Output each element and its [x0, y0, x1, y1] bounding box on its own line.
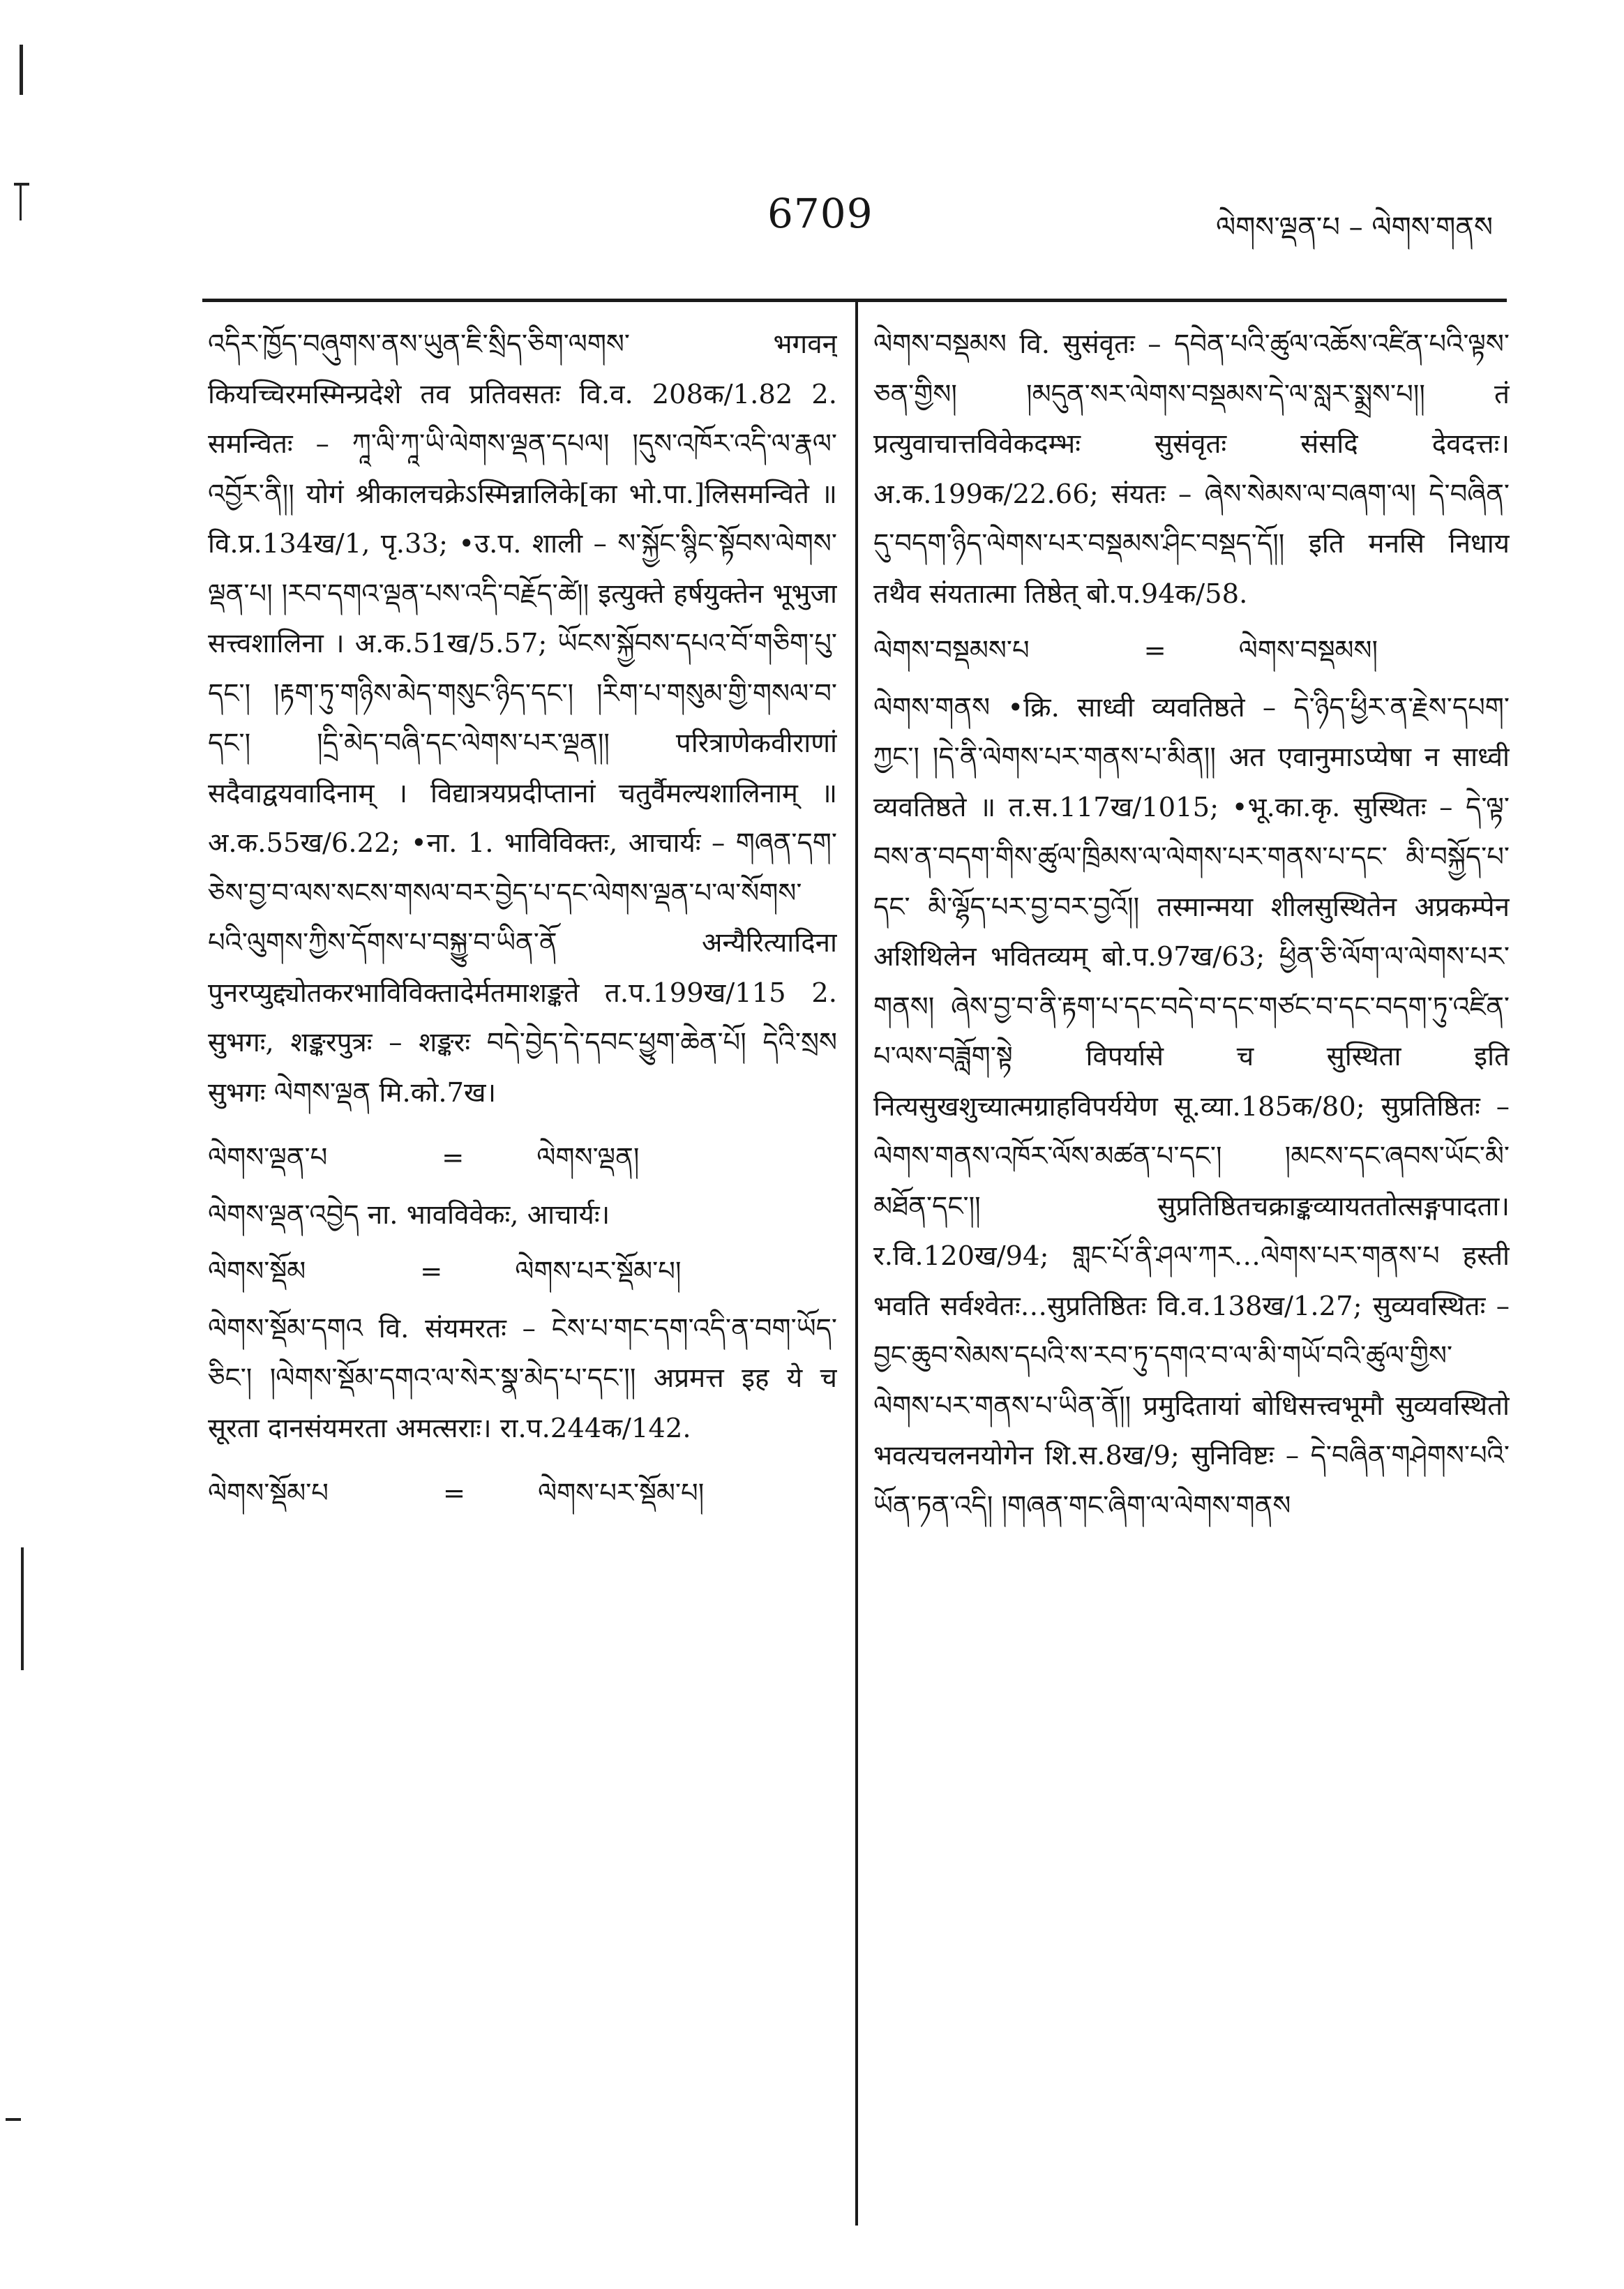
running-head: ལེགས་ལྡན་པ – ལེགས་གནས [1215, 211, 1493, 243]
reference-target: ལེགས་ལྡན། [536, 1142, 640, 1173]
cross-reference-entry [208, 1469, 837, 1519]
scan-edge-mark [6, 2118, 21, 2121]
scan-edge-mark [20, 184, 22, 220]
dictionary-entry: འདིར་ཁྱོད་བཞུགས་ནས་ཡུན་ཇི་སྲིད་ཅིག་ལགས་ भगवन् कियच्चिरमस्मिन्प्रदेशे तव प्रतिवसतः वि.व. 208क/1.82 2. समन्वितः – ཀཱ་ལི་ཀཱ་ཡི་ལེགས་ལྡན་དཔལ། །དུས་འཁོར་འདི་ལ་རྣལ་འབྱོར་ནི།། योगं श्रीकालचक्रेऽस्मिन्नालिके[का भो.पा.]लिसमन्विते ॥ वि.प्र.134ख/1, पृ.33; •उ.प. शाली – ས་སྐྱོང་སྙིང་སྟོབས་ལེགས་ལྡན་པ། །རབ་དགའ་ལྡན་པས་འདི་བརྗོད་ཚེ།། इत्युक्ते हर्षयुक्तेन भूभुजा सत्त्वशालिना । अ.क.51ख/5.57; ཡོངས་སྐྱོབས་དཔའ་བོ་གཅིག་པུ་དང་། །རྟག་ཏུ་གཉིས་མེད་གསུང་ཉིད་དང་། །རིག་པ་གསུམ་གྱི་གསལ་བ་དང་། །དྲི་མེད་བཞི་དང་ལེགས་པར་ལྡན།། परित्राणेकवीराणां सदैवाद्वयवादिनाम् । विद्यात्रयप्रदीप्तानां चतुर्वैमल्यशालिनाम् ॥ अ.क.55ख/6.22; •ना. 1. भाविविक्तः, आचार्यः – གཞན་དག་ཅེས་བྱ་བ་ལས་སངས་གསལ་བར་བྱེད་པ་དང་ལེགས་ལྡན་པ་ལ་སོགས་པའི་ལུགས་ཀྱིས་དོགས་པ་བསྐྱུ་བ་ཡིན་ནོ अन्यैरित्यादिना पुनरप्युद्द्योतकरभाविविक्तादेर्मतमाशङ्कते त.प.199ख/115 2. सुभगः, शङ्करपुत्रः – शङ्करः བདེ་བྱེད་དེ་དབང་ཕྱུག་ཆེན་པོ། དེའི་སྲས सुभगः ལེགས་ལྡན मि.को.7ख। [208, 329, 837, 1109]
dictionary-entry: ལེགས་བསྡམས वि. सुसंवृतः – དབེན་པའི་ཚུལ་འཆོས་འཛིན་པའི་ལྟས་ཅན་གྱིས། །མདུན་སར་ལེགས་བསྡམས་དེ་ལ་སླར་སྨྲས་པ།། तं प्रत्युवाचात्तविवेकदम्भः सुसंवृतः संसदि देवदत्तः। अ.क.199क/22.66; संयतः – ཞེས་སེམས་ལ་བཞག་ལ། དེ་བཞིན་དུ་བདག་ཉིད་ལེགས་པར་བསྡམས་ཤིང་བསྡད་དོ།། इति मनसि निधाय तथैव संयतात्मा तिष्ठेत् बो.प.94क/58. [873, 329, 1510, 610]
equals-sign: = [442, 1478, 466, 1509]
page-number: 6709 [767, 190, 873, 237]
dictionary-entry: ལེགས་ལྡན་འབྱེད ना. भावविवेकः, आचार्यः। [208, 1199, 610, 1231]
scan-edge-mark [21, 1547, 24, 1670]
reference-target: ལེགས་པར་སྡོམ་པ། [515, 1256, 682, 1287]
header-rule [202, 299, 1507, 302]
dictionary-entry: ལེགས་གནས •क्रि. साध्वी व्यवतिष्ठते – དེ་ཉིད་ཕྱིར་ན་རྗེས་དཔག་ཀྱང་། །དེ་ནི་ལེགས་པར་གནས་པ་མིན།། अत एवानुमाऽप्येषा न साध्वी व्यवतिष्ठते ॥ त.स.117ख/1015; •भू.का.कृ. सुस्थितः – དེ་ལྟ་བས་ན་བདག་གིས་ཚུལ་ཁྲིམས་ལ་ལེགས་པར་གནས་པ་དང་ མི་བསྐྱོད་པ་དང་ མི་ལྷོད་པར་བྱ་བར་བྱའོ།། तस्मान्मया शीलसुस्थितेन अप्रकम्पेन अशिथिलेन भवितव्यम् बो.प.97ख/63; ཕྱིན་ཅི་ལོག་ལ་ལེགས་པར་གནས། ཞེས་བྱ་བ་ནི་རྟག་པ་དང་བདེ་བ་དང་གཙང་བ་དང་བདག་ཏུ་འཛིན་པ་ལས་བཟློག་སྟེ विपर्यासे च सुस्थिता इति नित्यसुखशुच्यात्मग्राहविपर्ययेण सू.व्या.185क/80; सुप्रतिष्ठितः – ལེགས་གནས་འཁོར་ལོས་མཚན་པ་དང་། །མངས་དང་ཞབས་ཡོང་མི་མཐོན་དང་།། सुप्रतिष्ठितचक्राङ्कव्यायततोत्सङ्गपादता। र.वि.120ख/94; གླང་པོ་ནི་ཤལ་ཀར…ལེགས་པར་གནས་པ हस्ती भवति सर्वश्वेतः…सुप्रतिष्ठितः वि.व.138ख/1.27; सुव्यवस्थितः – བྱང་ཆུབ་སེམས་དཔའི་ས་རབ་ཏུ་དགའ་བ་ལ་མི་གཡོ་བའི་ཚུལ་གྱིས་ལེགས་པར་གནས་པ་ཡིན་ནོ།། प्रमुदितायां बोधिसत्त्वभूमौ सुव्यवस्थितो भवत्यचलनयोगेन शि.स.8ख/9; सुनिविष्टः – དེ་བཞིན་གཤེགས་པའི་ཡོན་ཏན་འདི། །གཞན་གང་ཞིག་ལ་ལེགས་གནས [873, 691, 1510, 1522]
reference-target: ལེགས་བསྡམས། [1238, 635, 1378, 666]
entry-headword: ལེགས་བསྡམས་པ [873, 635, 1030, 666]
dictionary-entry: ལེགས་སྡོམ་དགའ वि. संयमरतः – ངེས་པ་གང་དག་འདི་ན་བག་ཡོད་ཅིང་། །ལེགས་སྡོམ་དགའ་ལ་སེར་སྣ་མེད་པ་དང་།། अप्रमत्त इह ये च सूरता दानसंयमरता अमत्सराः। रा.प.244क/142. [208, 1312, 837, 1444]
reference-target: ལེགས་པར་སྡོམ་པ། [537, 1478, 705, 1509]
scan-edge-mark [14, 183, 29, 186]
equals-sign: = [1143, 635, 1166, 666]
cross-reference-entry [208, 1247, 837, 1297]
entry-headword: ལེགས་སྡོམ [208, 1256, 306, 1287]
cross-reference-entry [873, 626, 1510, 676]
scan-edge-mark [20, 45, 23, 95]
equals-sign: = [442, 1142, 465, 1173]
equals-sign: = [420, 1256, 443, 1287]
left-column [208, 320, 837, 2224]
entry-headword: ལེགས་སྡོམ་པ [208, 1478, 329, 1509]
right-column [873, 320, 1510, 2224]
cross-reference-entry [208, 1133, 837, 1183]
column-divider [855, 300, 858, 2226]
entry-headword: ལེགས་ལྡན་པ [208, 1142, 328, 1173]
